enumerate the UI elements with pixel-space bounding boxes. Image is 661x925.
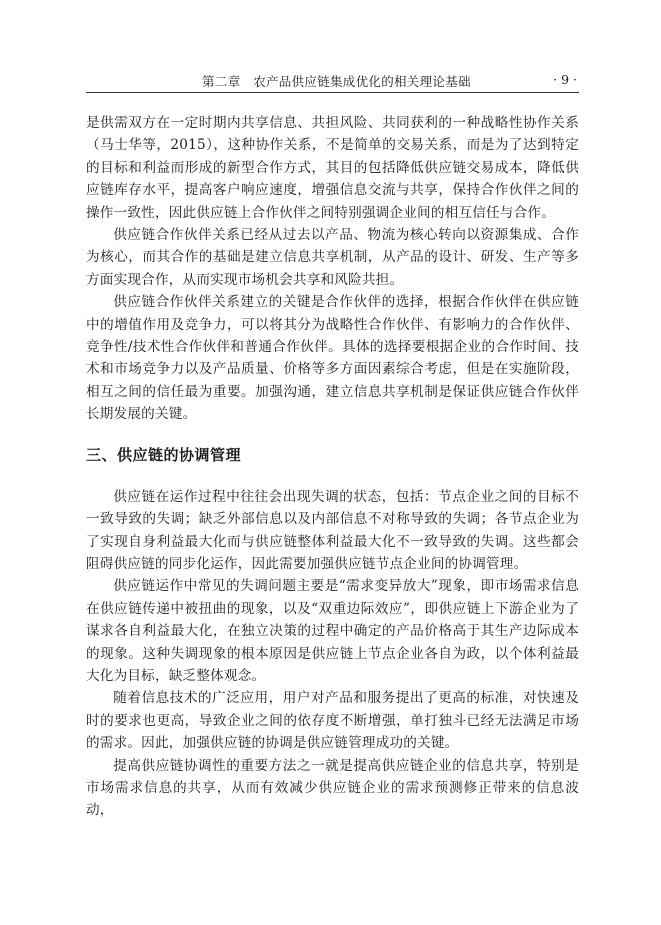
page-body: [86, 112, 579, 822]
running-header: [86, 70, 579, 93]
paragraph-continued: 是供需双方在一定时期内共享信息、共担风险、共同获利的一种战略性协作关系（马士华等，2015），这种协作关系，不是简单的交易关系，而是为了达到特定的目标和利益而形成的新型合作方式，其目的包括降低供应链交易成本，降低供应链库存水平，提高客户响应速度，增强信息交流与共享，保持合作伙伴之间的操作一致性，因此供应链上合作伙伴之间特别强调企业间的相互信任与合作。: [86, 115, 579, 221]
paragraph: 随着信息技术的广泛应用，用户对产品和服务提出了更高的标准，对快速及时的要求也更高，导致企业之间的依存度不断增强，单打独斗已经无法满足市场的需求。因此，加强供应链的协调是供应链管理成功的关键。: [86, 690, 579, 752]
chapter-title: 第二章 农产品供应链集成优化的相关理论基础: [202, 74, 471, 89]
section-heading: 三、供应链的协调管理: [86, 445, 242, 464]
paragraph: 供应链合作伙伴关系建立的关键是合作伙伴的选择，根据合作伙伴在供应链中的增值作用及竞争力，可以将其分为战略性合作伙伴、有影响力的合作伙伴、竞争性/技术性合作伙伴和普通合作伙伴。具体的选择要根据企业的合作时间、技术和市场竞争力以及产品质量、价格等多方面因素综合考虑，但是在实施阶段，相互之间的信任最为重要。加强沟通，建立信息共享机制是保证供应链合作伙伴长期发展的关键。: [86, 294, 579, 423]
paragraph: 供应链运作中常见的失调问题主要是“需求变异放大”现象，即市场需求信息在供应链传递中被扭曲的现象，以及“双重边际效应”，即供应链上下游企业为了谋求各自利益最大化，在独立决策的过程中确定的产品价格高于其生产边际成本的现象。这种失调现象的根本原因是供应链上节点企业各自为政，以个体利益最大化为目标，缺乏整体观念。: [86, 578, 579, 684]
paragraph: 供应链在运作过程中往往会出现失调的状态，包括：节点企业之间的目标不一致导致的失调；缺乏外部信息以及内部信息不对称导致的失调；各节点企业为了实现自身利益最大化而与供应链整体利益最大化不一致导致的失调。这些都会阻碍供应链的同步化运作，因此需要加强供应链节点企业间的协调管理。: [86, 488, 579, 572]
paragraph: 供应链合作伙伴关系已经从过去以产品、物流为核心转向以资源集成、合作为核心，而其合作的基础是建立信息共享机制，从产品的设计、研发、生产等多方面实现合作，从而实现市场机会共享和风险共担。: [86, 227, 579, 288]
page-number: · 9 ·: [553, 72, 577, 87]
paragraph: 提高供应链协调性的重要方法之一就是提高供应链企业的信息共享，特别是市场需求信息的共享，从而有效减少供应链企业的需求预测修正带来的信息波动，: [86, 757, 579, 819]
